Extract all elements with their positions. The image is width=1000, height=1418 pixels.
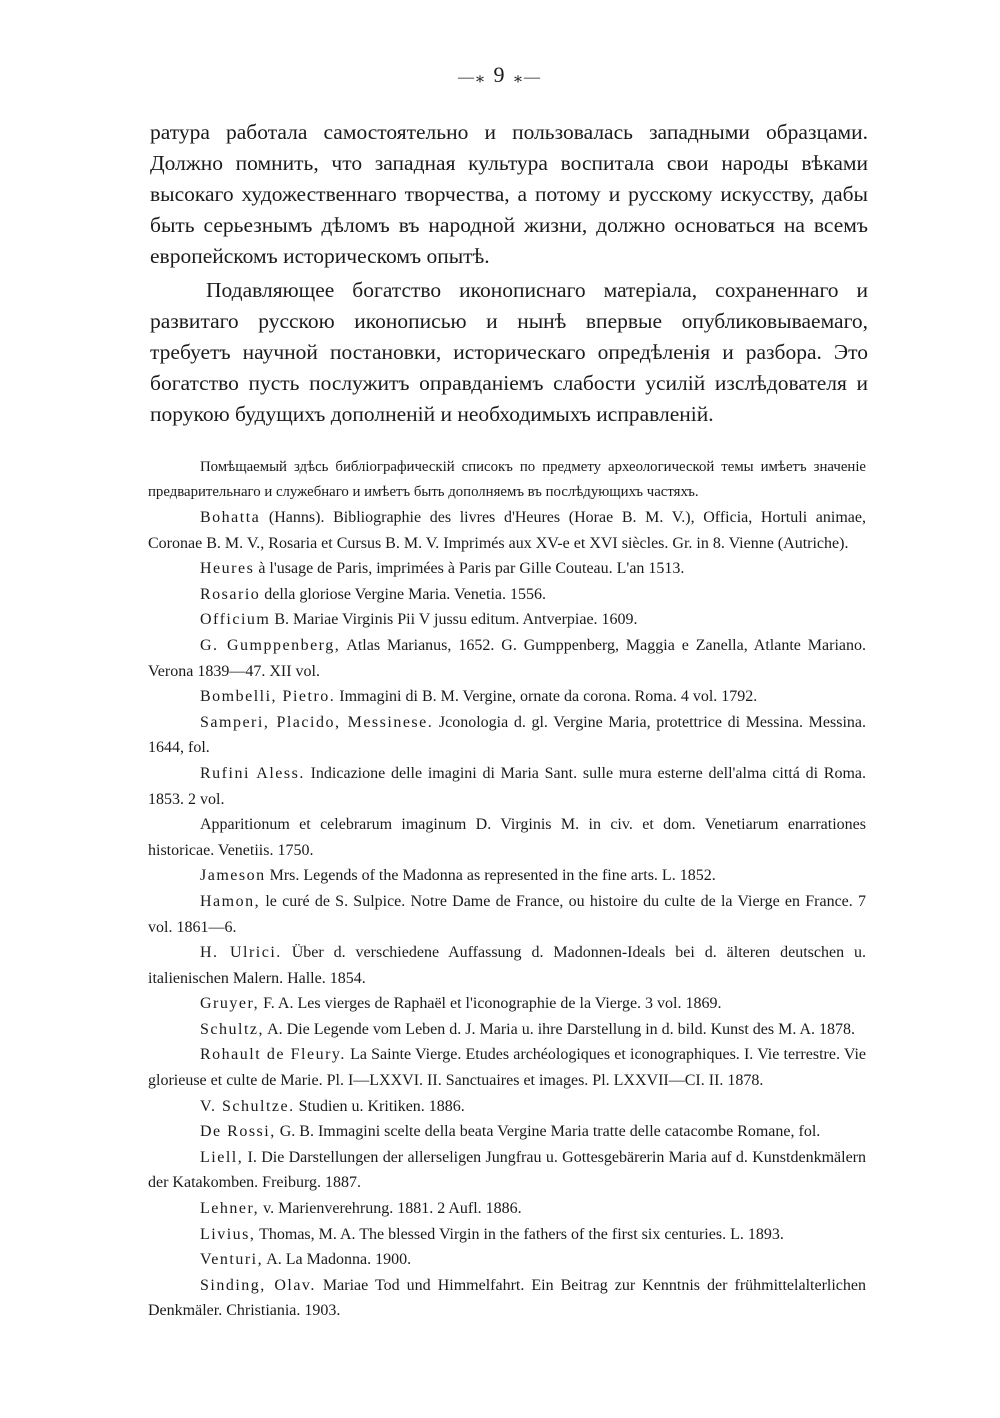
bibliography-entry	[148, 1094, 866, 1120]
entry-text: Atlas Marianus, 1652. G. Gumppenberg, Maggia e Zanella, Atlante Mariano. Verona 1839—47. XII vol.	[148, 636, 867, 680]
bibliography-entry	[148, 1017, 866, 1043]
entry-author: Jameson	[200, 867, 266, 885]
entry-text: I. Die Darstellungen der allerseligen Jungfrau u. Gottesgebärerin Maria auf d. Kunstdenkmälern der Katakomben. Freiburg. 1887.	[148, 1148, 866, 1192]
bibliography-entry	[148, 582, 866, 608]
entry-text: Immagini di B. M. Vergine, ornate da corona. Roma. 4 vol. 1792.	[335, 688, 758, 706]
entry-text: Apparitionum et celebrarum imaginum D. Virginis M. in civ. et dom. Venetiarum enarrationes historicae. Venetiis. 1750.	[148, 816, 866, 859]
bibliography-entry	[148, 1119, 866, 1145]
entry-author: De Rossi,	[200, 1123, 276, 1141]
bibliography-entry	[148, 812, 866, 863]
entry-author: H. Ulrici.	[200, 944, 282, 962]
bibliography-entry	[148, 761, 866, 812]
bibliography-entry	[148, 710, 866, 761]
bibliography-entry	[148, 684, 866, 710]
entry-author: Bohatta	[200, 509, 261, 526]
entry-author: Officium	[200, 611, 271, 629]
entry-author: Venturi,	[200, 1251, 264, 1269]
page-number: 9	[493, 62, 507, 87]
entry-text: le curé de S. Sulpice. Notre Dame de France, ou histoire du culte de la Vierge en France. 7 vol. 1861—6.	[148, 892, 866, 936]
ornament-left: —⁎	[458, 68, 486, 86]
entry-text: à l'usage de Paris, imprimées à Paris par Gille Couteau. L'an 1513.	[254, 560, 685, 578]
entry-author: Lehner,	[200, 1200, 260, 1218]
bibliography-entry	[148, 607, 866, 633]
bibliography-entry	[148, 1247, 866, 1273]
entry-author: Livius,	[200, 1225, 256, 1243]
bibliography-entry	[148, 1042, 866, 1093]
bibliography-entry	[148, 863, 866, 889]
entry-text: v. Marienverehrung. 1881. 2 Aufl. 1886.	[259, 1200, 522, 1218]
entry-author: Liell,	[200, 1148, 244, 1166]
bibliography-entry	[148, 505, 866, 556]
entry-author: Sinding, Olav.	[200, 1276, 316, 1294]
entry-text: Mariae Tod und Himmelfahrt. Ein Beitrag zur Kenntnis der frühmittelalterlichen Denkmäler. Christiania. 1903.	[148, 1276, 866, 1320]
bibliography-intro: Помѣщаемый здѣсь библіографическій списокъ по предмету археологической темы имѣетъ значеніе предварительнаго и служебнаго и имѣетъ быть дополняемъ въ послѣдующихъ частяхъ.	[148, 459, 866, 500]
bibliography-entry	[148, 991, 866, 1017]
entry-text: Studien u. Kritiken. 1886.	[294, 1097, 465, 1115]
bibliography-entry	[148, 889, 866, 940]
entry-author: Samperi, Placido, Messinese.	[200, 713, 434, 731]
entry-author: Rosario	[200, 585, 261, 603]
entry-text: Indicazione delle imagini di Maria Sant. sulle mura esterne dell'alma cittá di Roma. 1853. 2 vol.	[148, 764, 867, 808]
bibliography-entry	[148, 1273, 866, 1324]
entry-text: Über d. verschiedene Auffassung d. Madonnen-Ideals bei d. älteren deutschen u. italienischen Malern. Halle. 1854.	[148, 944, 867, 987]
entry-text: La Sainte Vierge. Etudes archéologiques et iconographiques. I. Vie terrestre. Vie glorieuse et culte de Marie. Pl. I—LXXVI. II. Sanctuaires et images. Pl. LXXVII—CI. II. 1878.	[148, 1046, 866, 1090]
ornament-right: ⁎—	[514, 68, 542, 86]
bibliography-entry	[148, 556, 866, 582]
entry-author: Hamon,	[200, 892, 261, 910]
entry-author: Heures	[200, 560, 255, 578]
entry-text: F. A. Les vierges de Raphaël et l'iconographie de la Vierge. 3 vol. 1869.	[259, 995, 722, 1013]
page-header	[0, 62, 1000, 88]
bibliography-entry	[148, 633, 866, 684]
entry-text: Mrs. Legends of the Madonna as represented in the fine arts. L. 1852.	[265, 867, 716, 885]
entry-author: Gruyer,	[200, 995, 260, 1013]
bibliography-entry	[148, 940, 866, 991]
entry-author: Schultz,	[200, 1020, 264, 1038]
bibliography-entry	[148, 1145, 866, 1196]
entry-author: V. Schultze.	[200, 1097, 295, 1115]
entry-text: A. La Madonna. 1900.	[263, 1251, 412, 1269]
entry-text: G. B. Immagini scelte della beata Vergine Maria tratte delle catacombe Romane, fol.	[275, 1123, 821, 1141]
entry-author: Rohault de Fleury.	[200, 1046, 346, 1064]
entry-text: Jconologia d. gl. Vergine Maria, protettrice di Messina. Messina. 1644, fol.	[148, 713, 866, 757]
bibliography-entry	[148, 1222, 866, 1248]
bibliography	[148, 455, 866, 1324]
entry-text: della gloriose Vergine Maria. Venetia. 1556.	[260, 585, 546, 603]
paragraph: Подавляющее богатство иконописнаго матеріала, сохраненнаго и развитаго русскою иконописью и нынѣ впервые опубликовываемаго, требуетъ научной постановки, историческаго опредѣленія и разбора. Это богатство пусть послужитъ оправданіемъ слабости усилій изслѣдователя и порукою будущихъ дополненій и необходимыхъ исправленій.	[150, 278, 868, 426]
entry-text: A. Die Legende vom Leben d. J. Maria u. ihre Darstellung in d. bild. Kunst des M. A. 1878.	[264, 1020, 856, 1038]
entry-text: (Hanns). Bibliographie des livres d'Heures (Horae B. M. V.), Officia, Hortuli animae, Coronae B. M. V., Rosaria et Cursus B. M. V. Imprimés aux XV-e et XVI siècles. Gr. in 8. Vienne (Autriche).	[148, 509, 866, 552]
bibliography-entry	[148, 1196, 866, 1222]
entry-author: G. Gumppenberg,	[200, 636, 341, 654]
entry-text: Thomas, M. A. The blessed Virgin in the fathers of the first six centuries. L. 1893.	[255, 1225, 784, 1243]
entry-text: B. Mariae Virginis Pii V jussu editum. Antverpiae. 1609.	[270, 611, 638, 629]
entry-author: Rufini Aless.	[200, 764, 305, 782]
main-text	[150, 117, 868, 430]
paragraph: ратура работала самостоятельно и пользовалась западными образцами. Должно помнить, что западная культура воспитала свои народы вѣками высокаго художественнаго творчества, а потому и русскому искусству, дабы быть серьезнымъ дѣломъ въ народной жизни, должно основаться на всемъ европейскомъ историческомъ опытѣ.	[150, 120, 868, 268]
entry-author: Bombelli, Pietro.	[200, 688, 336, 706]
bibliography-entries	[148, 505, 866, 1324]
